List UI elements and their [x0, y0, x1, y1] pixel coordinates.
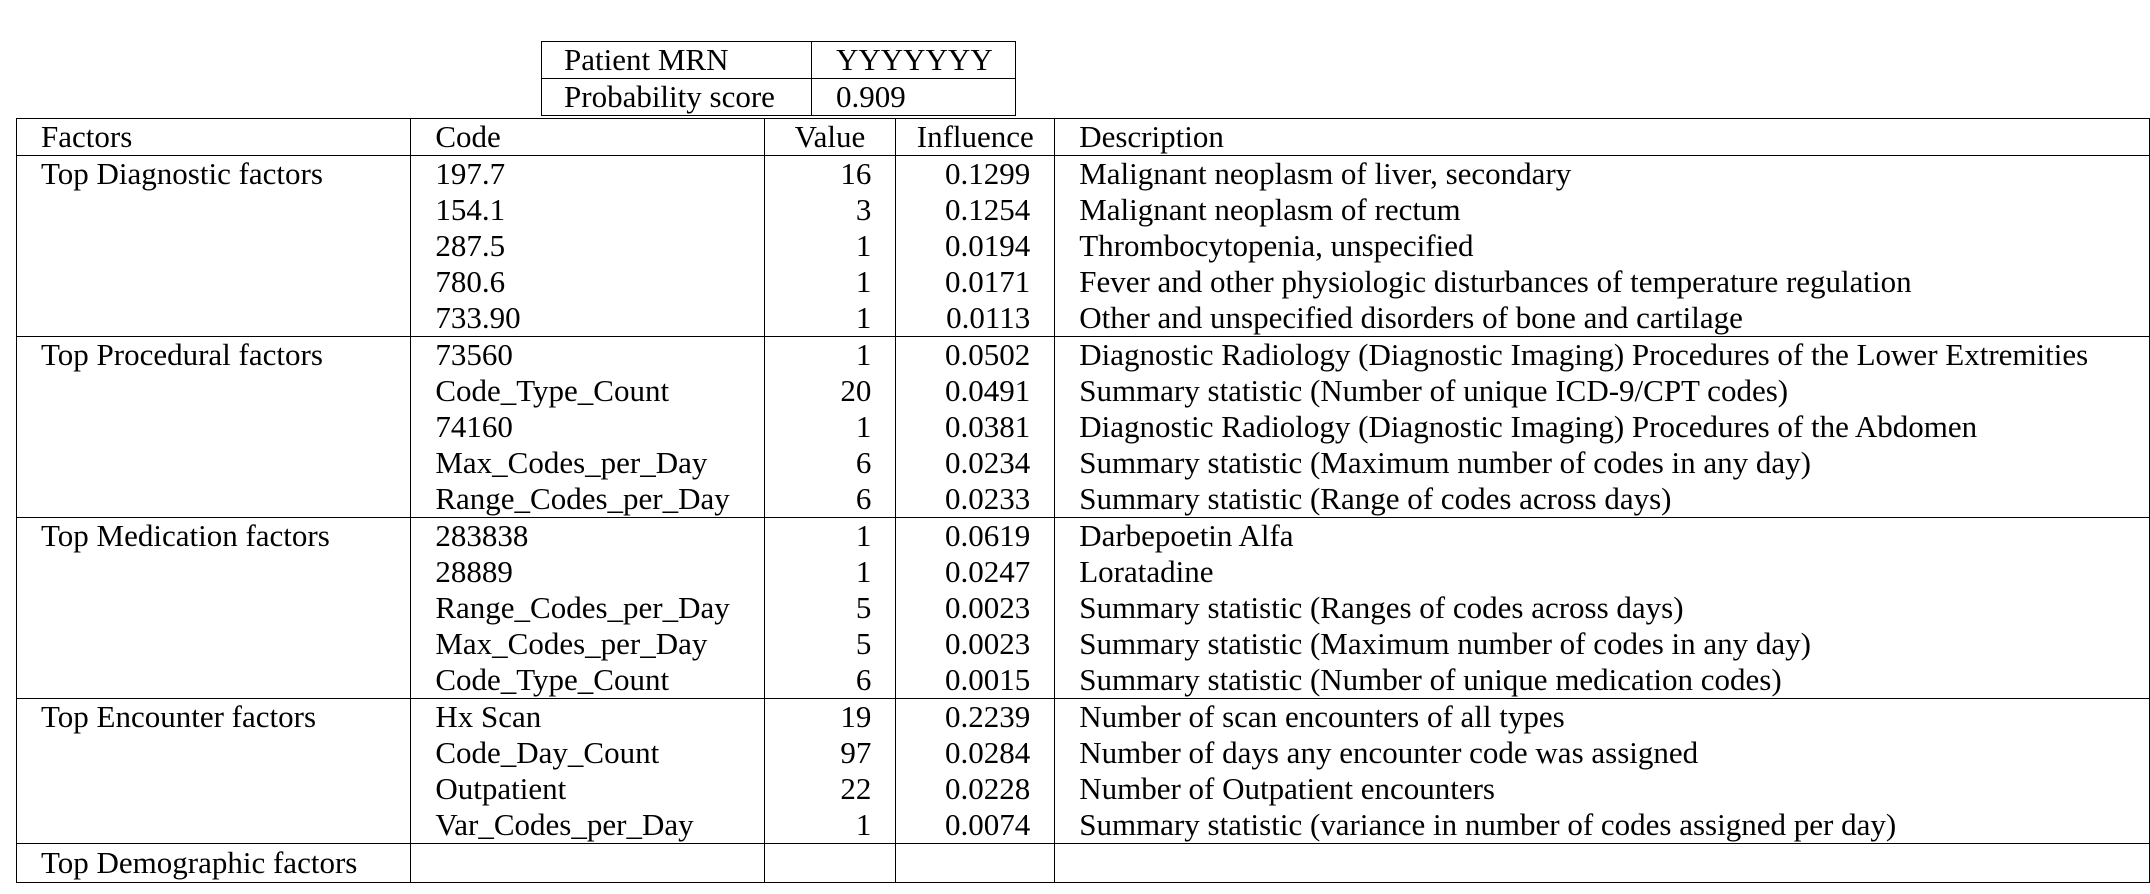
group-name [17, 228, 411, 264]
group-name: Top Procedural factors [17, 337, 411, 374]
factor-description: Number of days any encounter code was assigned [1079, 735, 1699, 770]
factor-code [411, 844, 764, 883]
factor-code: 780.6 [411, 264, 764, 300]
factor-value: 1 [764, 228, 896, 264]
column-header-value: Value [764, 119, 896, 156]
factor-description: Summary statistic (Range of codes across days) [1055, 481, 2150, 518]
factor-influence: 0.0284 [896, 735, 1055, 771]
factor-influence: 0.0113 [896, 300, 1055, 337]
factor-value: 5 [764, 626, 896, 662]
group-name: Top Encounter factors [17, 699, 411, 736]
column-header-description: Description [1055, 119, 2150, 156]
table-row [17, 481, 2150, 518]
factor-influence: 0.0171 [896, 264, 1055, 300]
table-header-row [17, 119, 2150, 156]
factor-description: Other and unspecified disorders of bone and cartilage [1055, 300, 2150, 337]
group-name [17, 807, 411, 844]
factor-influence: 0.2239 [896, 699, 1055, 736]
table-row [17, 735, 2150, 771]
group-name [17, 590, 411, 626]
factor-value: 1 [764, 518, 896, 555]
factor-value: 97 [764, 735, 896, 771]
table-row [17, 192, 2150, 228]
factor-code: 73560 [411, 337, 764, 374]
factor-description: Darbepoetin Alfa [1079, 518, 1294, 553]
group-name [17, 409, 411, 445]
factor-value: 19 [764, 699, 896, 736]
factor-code: Hx Scan [411, 699, 764, 736]
group-name [17, 481, 411, 518]
factor-value: 1 [764, 807, 896, 844]
factor-influence: 0.0491 [896, 373, 1055, 409]
factor-code: Var_Codes_per_Day [411, 807, 764, 844]
probability-row [542, 79, 1016, 116]
column-header-factors: Factors [17, 119, 411, 156]
factor-description: Malignant neoplasm of rectum [1079, 192, 1461, 227]
table-row [17, 554, 2150, 590]
factor-code: 74160 [411, 409, 764, 445]
factor-value: 20 [764, 373, 896, 409]
table-row [17, 300, 2150, 337]
factor-code: 154.1 [411, 192, 764, 228]
factor-code: Code_Type_Count [411, 373, 764, 409]
group-name [17, 445, 411, 481]
factor-influence: 0.0023 [896, 626, 1055, 662]
group-name [17, 554, 411, 590]
table-row [17, 844, 2150, 883]
table-row [17, 807, 2150, 844]
patient-summary-table [541, 41, 1016, 116]
group-name [17, 373, 411, 409]
factor-value: 6 [764, 445, 896, 481]
factor-value [764, 844, 896, 883]
table-row [17, 445, 2150, 481]
table-row [17, 699, 2150, 736]
factor-value: 1 [764, 300, 896, 337]
factor-influence: 0.0234 [896, 445, 1055, 481]
factor-code: Code_Day_Count [411, 735, 764, 771]
factor-code: Max_Codes_per_Day [411, 626, 764, 662]
table-row [17, 264, 2150, 300]
group-name [17, 300, 411, 337]
factor-description [1055, 844, 2150, 883]
group-name [17, 192, 411, 228]
table-row [17, 590, 2150, 626]
factor-code: Code_Type_Count [411, 662, 764, 699]
group-name: Top Diagnostic factors [17, 156, 411, 193]
table-row [17, 626, 2150, 662]
factor-description: Summary statistic (Number of unique medication codes) [1055, 662, 2150, 699]
factor-description: Diagnostic Radiology (Diagnostic Imaging) Procedures of the Abdomen [1079, 409, 1978, 444]
factor-influence: 0.1299 [896, 156, 1055, 193]
probability-label: Probability score [542, 79, 812, 116]
column-header-code: Code [411, 119, 764, 156]
factor-code: Range_Codes_per_Day [411, 481, 764, 518]
factor-influence [896, 844, 1055, 883]
factors-table-body [17, 156, 2150, 883]
factor-value: 1 [764, 264, 896, 300]
mrn-row [542, 42, 1016, 79]
mrn-value: YYYYYYY [812, 42, 1016, 79]
factor-code: 287.5 [411, 228, 764, 264]
column-header-influence: Influence [896, 119, 1055, 156]
probability-value: 0.909 [812, 79, 1016, 116]
factor-description: Summary statistic (Number of unique ICD-9/CPT codes) [1079, 373, 1789, 408]
group-name: Top Demographic factors [17, 844, 411, 883]
factor-code: Outpatient [411, 771, 764, 807]
factor-influence: 0.0233 [896, 481, 1055, 518]
factor-description: Malignant neoplasm of liver, secondary [1079, 156, 1572, 191]
factor-description: Summary statistic (Ranges of codes across days) [1079, 590, 1684, 625]
factor-code: Range_Codes_per_Day [411, 590, 764, 626]
factor-influence: 0.0023 [896, 590, 1055, 626]
group-name [17, 735, 411, 771]
group-name: Top Medication factors [17, 518, 411, 555]
factor-value: 22 [764, 771, 896, 807]
mrn-label: Patient MRN [542, 42, 812, 79]
factor-influence: 0.1254 [896, 192, 1055, 228]
factor-influence: 0.0228 [896, 771, 1055, 807]
table-row [17, 156, 2150, 193]
factor-code: 283838 [411, 518, 764, 555]
table-row [17, 337, 2150, 374]
factor-value: 16 [764, 156, 896, 193]
table-row [17, 518, 2150, 555]
group-name [17, 662, 411, 699]
factor-value: 6 [764, 481, 896, 518]
table-row [17, 771, 2150, 807]
factor-description: Summary statistic (Maximum number of codes in any day) [1079, 445, 1812, 480]
factor-influence: 0.0502 [896, 337, 1055, 374]
factor-influence: 0.0247 [896, 554, 1055, 590]
factor-influence: 0.0619 [896, 518, 1055, 555]
factor-code: 28889 [411, 554, 764, 590]
factor-value: 6 [764, 662, 896, 699]
table-row [17, 228, 2150, 264]
table-row [17, 373, 2150, 409]
factor-description: Fever and other physiologic disturbances of temperature regulation [1079, 264, 1912, 299]
table-row [17, 409, 2150, 445]
factor-value: 3 [764, 192, 896, 228]
factors-table [16, 118, 2150, 883]
factor-influence: 0.0074 [896, 807, 1055, 844]
factor-description: Summary statistic (variance in number of codes assigned per day) [1055, 807, 2150, 844]
factor-influence: 0.0194 [896, 228, 1055, 264]
group-name [17, 771, 411, 807]
factor-value: 1 [764, 554, 896, 590]
factor-description: Loratadine [1079, 554, 1214, 589]
factor-description: Number of scan encounters of all types [1079, 699, 1565, 734]
factor-influence: 0.0381 [896, 409, 1055, 445]
table-row [17, 662, 2150, 699]
group-name [17, 264, 411, 300]
factor-value: 1 [764, 337, 896, 374]
factor-code: 197.7 [411, 156, 764, 193]
factor-value: 5 [764, 590, 896, 626]
factor-description: Thrombocytopenia, unspecified [1079, 228, 1474, 263]
factor-code: Max_Codes_per_Day [411, 445, 764, 481]
factor-description: Summary statistic (Maximum number of codes in any day) [1079, 626, 1812, 661]
factor-influence: 0.0015 [896, 662, 1055, 699]
factor-description: Number of Outpatient encounters [1079, 771, 1495, 806]
factor-value: 1 [764, 409, 896, 445]
group-name [17, 626, 411, 662]
factor-code: 733.90 [411, 300, 764, 337]
factor-description: Diagnostic Radiology (Diagnostic Imaging) Procedures of the Lower Extremities [1079, 337, 2089, 372]
